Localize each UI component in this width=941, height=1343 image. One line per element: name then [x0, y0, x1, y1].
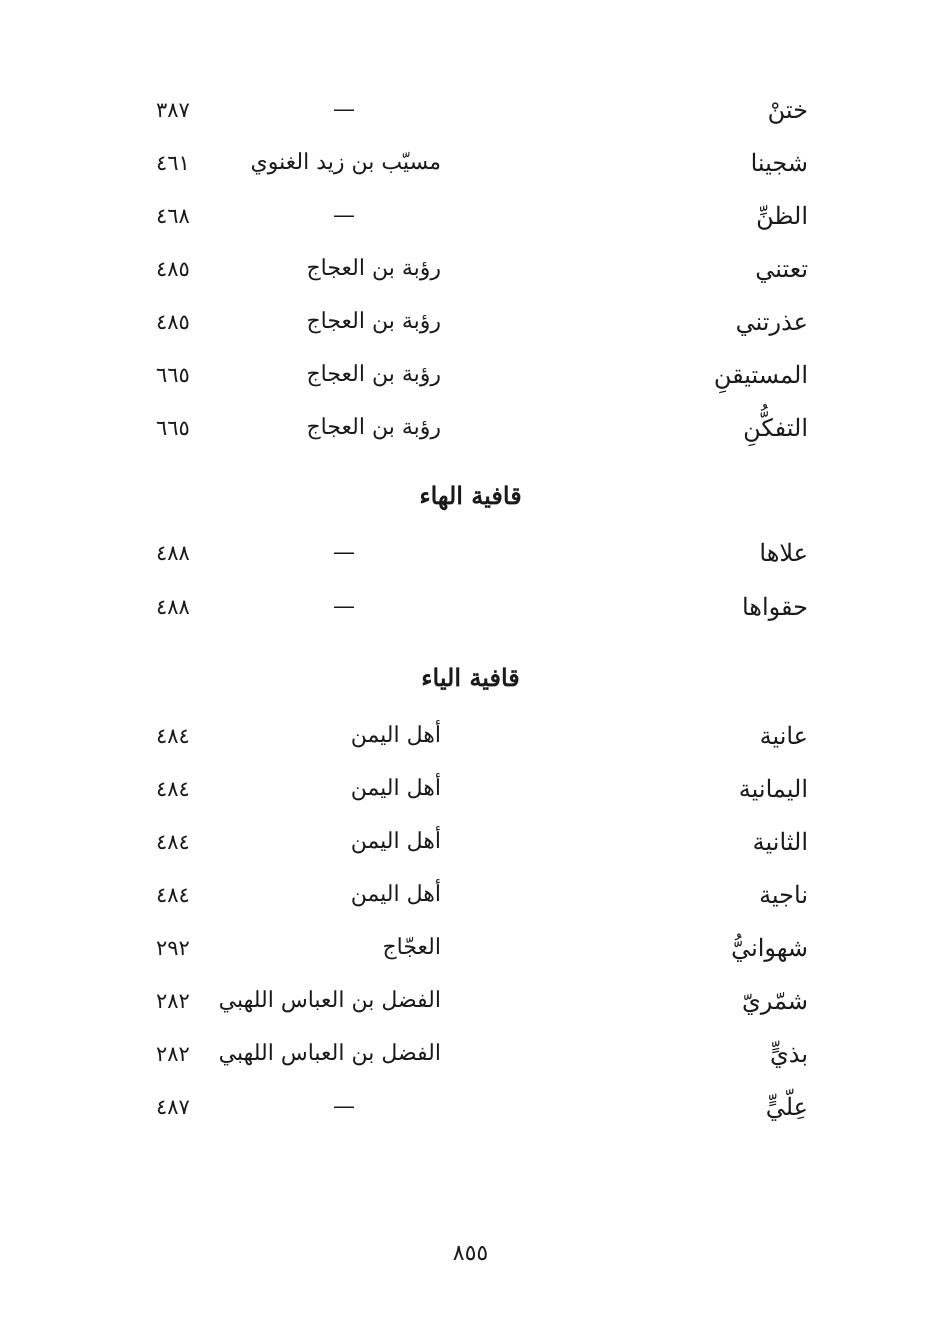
- page-reference: ٢٩٢: [156, 936, 190, 960]
- poet-name: رؤبة بن العجاج: [306, 362, 441, 387]
- index-row: [0, 1028, 941, 1080]
- unknown-poet-dash: —: [333, 97, 355, 122]
- page-reference: ٢٨٢: [156, 1042, 190, 1066]
- page-reference: ٢٨٢: [156, 989, 190, 1013]
- rhyme-word: التفكُّنِ: [743, 414, 808, 442]
- rhyme-word: ناجية: [759, 881, 808, 909]
- page-number: ٨٥٥: [452, 1241, 489, 1266]
- rhyme-word: الظنِّ: [756, 202, 808, 230]
- index-row: [0, 922, 941, 974]
- index-row: [0, 243, 941, 295]
- poet-name: رؤبة بن العجاج: [306, 415, 441, 440]
- page-reference: ٤٨٨: [156, 595, 190, 619]
- index-row: [0, 349, 941, 401]
- rhyme-word: الثانية: [752, 828, 808, 856]
- index-row: [0, 869, 941, 921]
- poet-name: مسيّب بن زيد الغنوي: [250, 150, 441, 175]
- rhyme-word: اليمانية: [738, 775, 808, 803]
- rhyme-word: ختنْ: [767, 96, 808, 124]
- page-reference: ٤٦٨: [156, 204, 190, 228]
- poet-name: الفضل بن العباس اللهبي: [218, 988, 441, 1013]
- rhyme-word: شهوانيُّ: [731, 934, 808, 962]
- page-reference: ٤٨٥: [156, 310, 190, 334]
- poet-name: أهل اليمن: [350, 723, 441, 748]
- index-row: [0, 710, 941, 762]
- page-reference: ٤٨٤: [156, 830, 190, 854]
- page-reference: ٤٨٤: [156, 777, 190, 801]
- page-reference: ٦٦٥: [156, 363, 190, 387]
- index-row: [0, 763, 941, 815]
- index-row: [0, 84, 941, 136]
- poet-name: أهل اليمن: [350, 776, 441, 801]
- rhyme-word: عِلّيٍّ: [765, 1093, 808, 1121]
- index-row: [0, 816, 941, 868]
- page-reference: ٤٨٤: [156, 724, 190, 748]
- index-row: [0, 137, 941, 189]
- section-heading-yaa: قافية الياء: [421, 663, 520, 692]
- rhyme-word: شمّريّ: [741, 987, 808, 1015]
- unknown-poet-dash: —: [333, 594, 355, 619]
- index-row: [0, 402, 941, 454]
- index-row: [0, 527, 941, 579]
- rhyme-word: عانية: [759, 722, 808, 750]
- poet-name: رؤبة بن العجاج: [306, 256, 441, 281]
- rhyme-word: تعتني: [755, 255, 808, 283]
- unknown-poet-dash: —: [333, 203, 355, 228]
- unknown-poet-dash: —: [333, 1094, 355, 1119]
- page-reference: ٤٨٤: [156, 883, 190, 907]
- rhyme-word: المستيقنِ: [713, 361, 808, 389]
- index-row: [0, 190, 941, 242]
- page-reference: ٦٦٥: [156, 416, 190, 440]
- rhyme-word: بذيٍّ: [769, 1040, 808, 1068]
- page-reference: ٣٨٧: [156, 98, 190, 122]
- rhyme-word: حقواها: [741, 593, 808, 621]
- page-reference: ٤٦١: [156, 151, 190, 175]
- rhyme-word: شجينا: [750, 149, 808, 177]
- poet-name: الفضل بن العباس اللهبي: [218, 1041, 441, 1066]
- poet-name: أهل اليمن: [350, 882, 441, 907]
- page-reference: ٤٨٥: [156, 257, 190, 281]
- section-heading-haa: قافية الهاء: [419, 481, 522, 510]
- page-reference: ٤٨٧: [156, 1095, 190, 1119]
- index-row: [0, 581, 941, 633]
- poet-name: أهل اليمن: [350, 829, 441, 854]
- index-row: [0, 975, 941, 1027]
- index-row: [0, 296, 941, 348]
- rhyme-word: علاها: [759, 539, 808, 567]
- rhyme-word: عذرتني: [735, 308, 808, 336]
- unknown-poet-dash: —: [333, 540, 355, 565]
- index-row: [0, 1081, 941, 1133]
- page-reference: ٤٨٨: [156, 541, 190, 565]
- poet-name: العجّاج: [382, 935, 441, 960]
- poet-name: رؤبة بن العجاج: [306, 309, 441, 334]
